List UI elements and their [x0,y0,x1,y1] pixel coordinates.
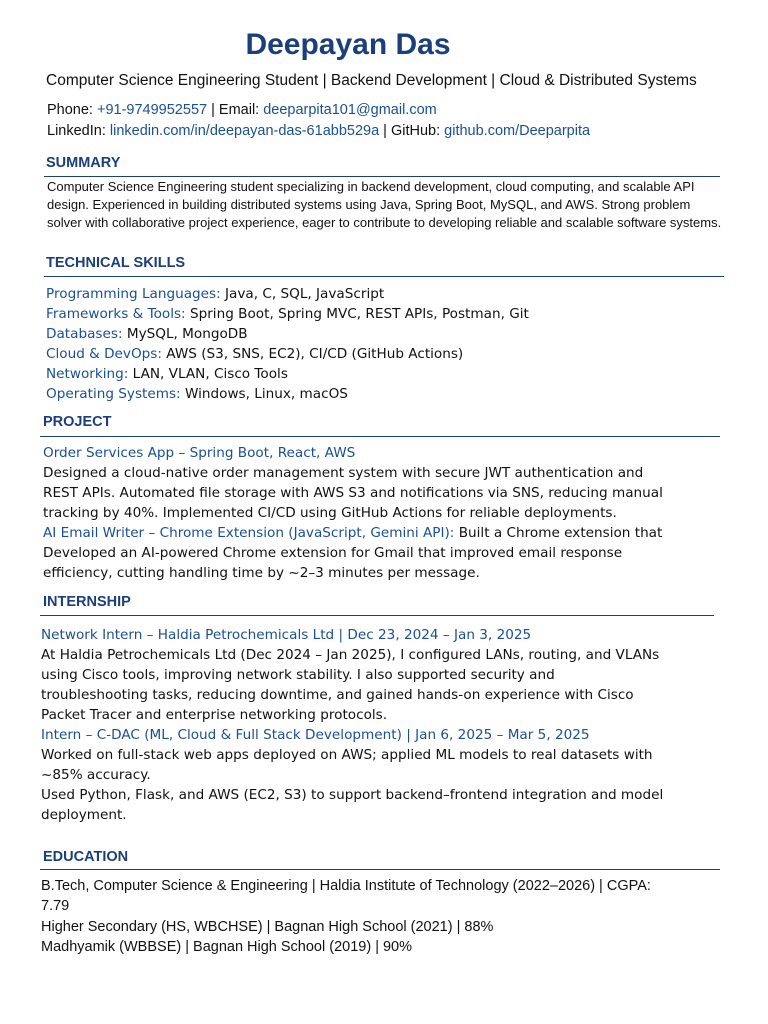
education-line: Madhyamik (WBBSE) | Bagnan High School (2019) | 90% [41,938,413,955]
project-heading: PROJECT [43,414,112,430]
skills-heading: TECHNICAL SKILLS [46,255,186,271]
project-desc-line: Developed an AI-powered Chrome extension for Gmail that improved email response [43,545,623,561]
email-label: | Email: [207,102,264,118]
education-heading: EDUCATION [43,849,129,865]
internship-title: Intern – C-DAC (ML, Cloud & Full Stack Development) | Jan 6, 2025 – Mar 5, 2025 [41,727,590,743]
internship-entries [41,625,663,825]
phone-link[interactable]: +91-9749952557 [97,102,208,118]
github-link[interactable]: github.com/Deeparpita [444,123,591,139]
education-line: Higher Secondary (HS, WBCHSE) | Bagnan High School (2021) | 88% [41,918,494,935]
internship-divider [40,615,714,616]
skill-label: Programming Languages: [46,286,221,302]
contact-line-1 [47,102,437,118]
skill-label: Databases: [46,326,123,342]
education-list [41,876,651,957]
internship-desc-line: Packet Tracer and enterprise networking protocols. [41,707,388,723]
skill-row [46,304,529,324]
internship-desc-line: troubleshooting tasks, reducing downtime, and gained hands-on experience with Cisco [41,687,634,703]
skill-value: Java, C, SQL, JavaScript [220,286,385,302]
skill-value: AWS (S3, SNS, EC2), CI/CD (GitHub Actions) [161,346,464,362]
skill-label: Frameworks & Tools: [46,306,186,322]
project-title: Order Services App – Spring Boot, React, AWS [43,445,356,461]
summary-divider [44,176,720,177]
skill-value: Windows, Linux, macOS [180,386,348,402]
skill-value: Spring Boot, Spring MVC, REST APIs, Postman, Git [185,306,529,322]
internship-desc-line: ~85% accuracy. [41,767,151,783]
project-title-row [43,523,663,543]
linkedin-link[interactable]: linkedin.com/in/deepayan-das-61abb529a [109,123,380,139]
project-title: AI Email Writer – Chrome Extension (JavaScript, Gemini API): [43,525,455,541]
skill-row [46,344,529,364]
internship-desc-line: deployment. [41,807,127,823]
project-desc-line: tracking by 40%. Implemented CI/CD using GitHub Actions for reliable deployments. [43,505,617,521]
skills-list [46,284,529,404]
education-line: B.Tech, Computer Science & Engineering | Haldia Institute of Technology (2022–2026) | CGPA: [41,878,651,894]
skill-label: Cloud & DevOps: [46,346,162,362]
contact-line-2 [47,123,590,139]
summary-text: Computer Science Engineering student specializing in backend development, cloud computing, and scalable API design. Experienced in building distributed systems using Java, Spring Boot, MySQL, and AWS. Strong problem solver with collaborative project experience, eager to contribute to developing reliable and scalable software systems. [47,179,722,231]
project-desc-line: REST APIs. Automated file storage with AWS S3 and notifications via SNS, reducing manual [43,485,663,501]
internship-desc-line: using Cisco tools, improving network stability. I also supported security and [41,667,555,683]
internship-desc-line: At Haldia Petrochemicals Ltd (Dec 2024 – Jan 2025), I configured LANs, routing, and VLANs [41,647,660,663]
summary-heading: SUMMARY [46,155,121,171]
linkedin-label: LinkedIn: [47,123,110,139]
github-label: | GitHub: [379,123,445,139]
education-divider [40,869,720,870]
project-desc-line: Designed a cloud-native order management system with secure JWT authentication and [43,465,644,481]
tagline: Computer Science Engineering Student | Backend Development | Cloud & Distributed Systems [46,72,697,89]
skill-label: Operating Systems: [46,386,181,402]
project-entries [43,443,663,583]
skill-row [46,284,529,304]
project-desc-inline: Built a Chrome extension that [454,525,663,541]
skills-divider [44,276,724,277]
skill-label: Networking: [46,366,129,382]
skill-value: LAN, VLAN, Cisco Tools [128,366,288,382]
project-desc-line: efficiency, cutting handling time by ~2–3 minutes per message. [43,565,480,581]
internship-desc-line: Used Python, Flask, and AWS (EC2, S3) to support backend–frontend integration and model [41,787,664,803]
education-line: 7.79 [41,898,70,915]
skill-row [46,364,529,384]
email-link[interactable]: deeparpita101@gmail.com [263,102,437,118]
internship-desc-line: Worked on full-stack web apps deployed on AWS; applied ML models to real datasets with [41,747,653,763]
internship-title: Network Intern – Haldia Petrochemicals Ltd | Dec 23, 2024 – Jan 3, 2025 [41,627,532,643]
skill-row [46,384,529,404]
skill-value: MySQL, MongoDB [122,326,248,342]
phone-label: Phone: [47,102,97,118]
skill-row [46,324,529,344]
project-divider [40,436,720,437]
internship-heading: INTERNSHIP [43,594,131,610]
resume-name: Deepayan Das [245,28,451,61]
